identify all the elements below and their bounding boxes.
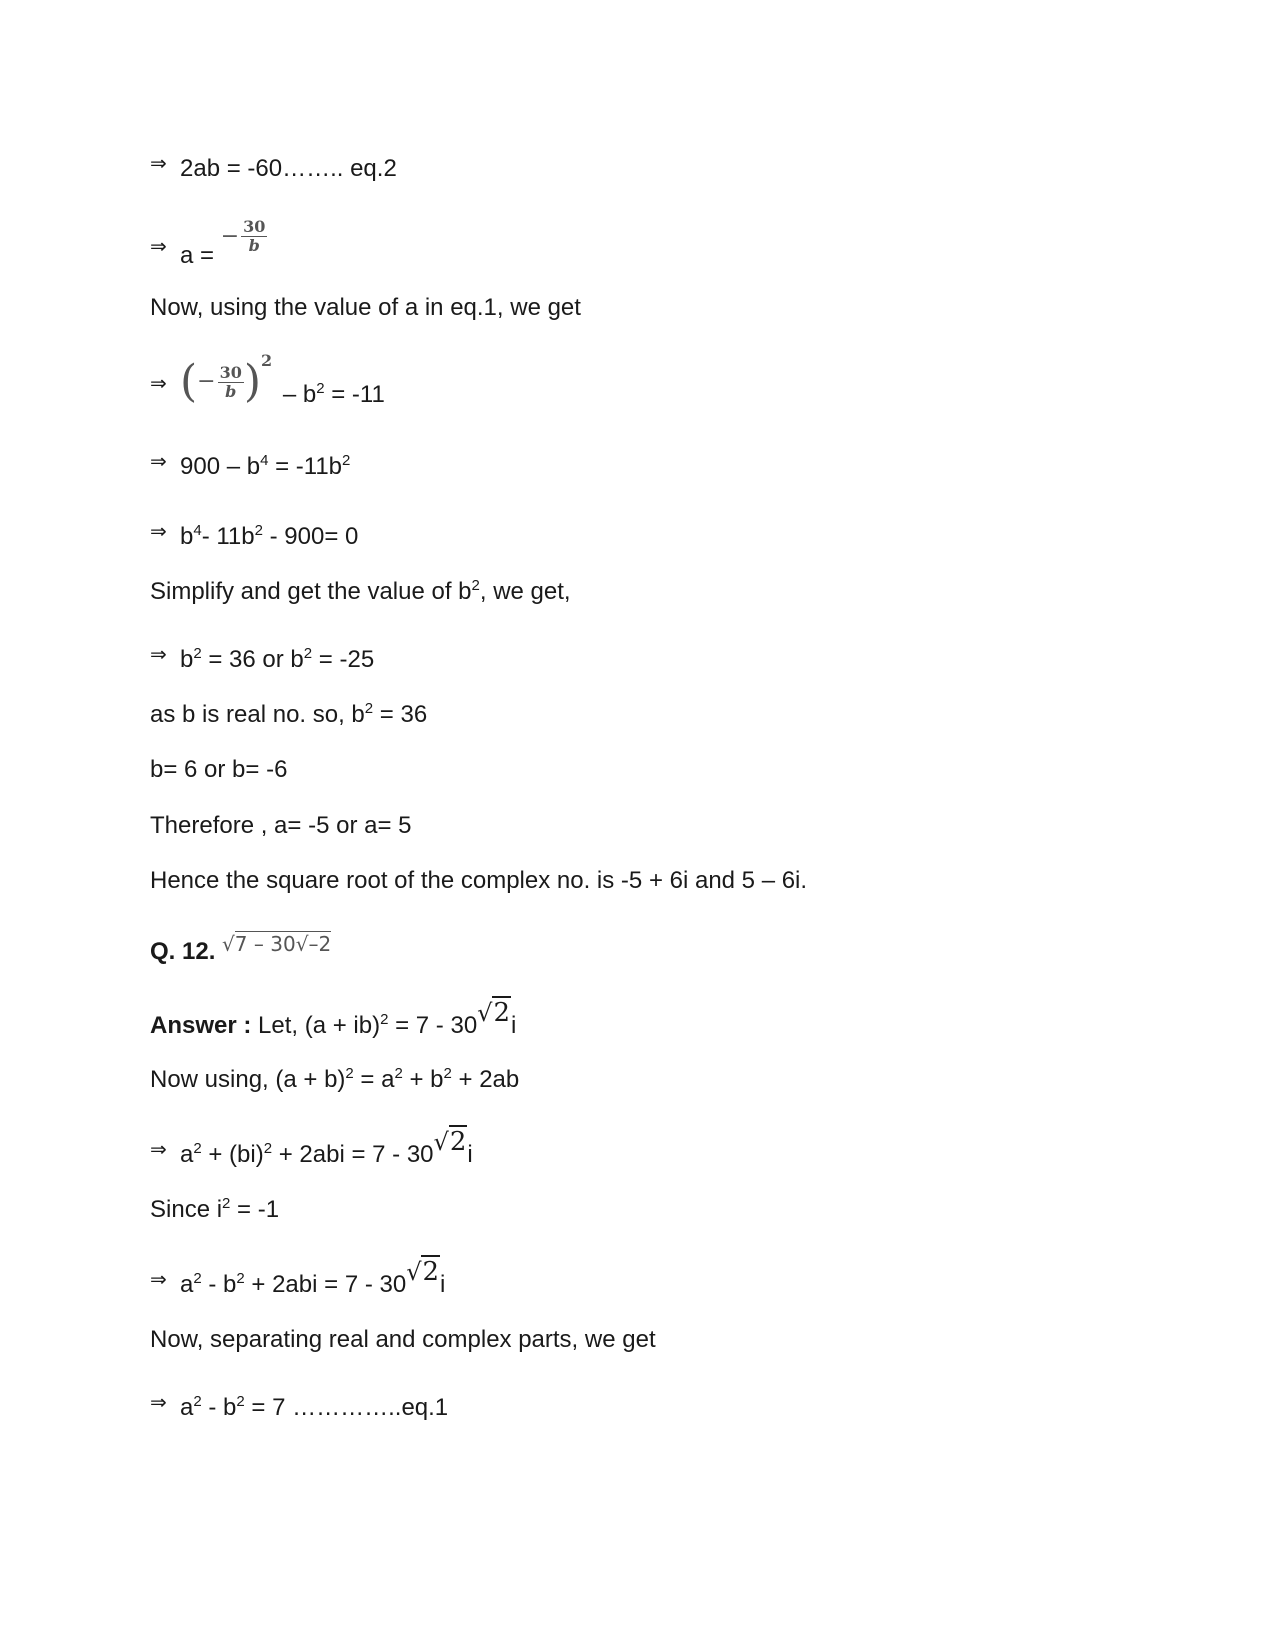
sqrt-2: √2	[433, 1127, 467, 1157]
implies-arrow-icon: ⇒	[150, 1390, 167, 1414]
step-simplified: ⇒ $a^2 - b^2 + 2abi = 7 - 30√2i$	[150, 1257, 446, 1298]
answer-line: Answer : Let, (a + ib)$^2$ = 7 - 30√2i	[150, 998, 517, 1039]
minus-sign: −	[220, 223, 240, 249]
sqrt-2: √2	[406, 1257, 440, 1287]
implies-arrow-icon: ⇒	[150, 371, 167, 396]
implies-arrow-icon: ⇒	[150, 642, 167, 666]
step-b-squared: ⇒ $b^2 = 36$ or $b^2 = -25$	[150, 642, 375, 673]
fraction-30-over-b: $\frac{30}{b}$	[243, 217, 266, 255]
question-expression: √7 – 30√–2	[222, 932, 332, 956]
step-expand: ⇒ $a^2 + (bi)^2 + 2abi = 7 - 30√2i$	[150, 1127, 473, 1168]
step-substitution: ⇒ (− $\frac{30}{b}$ )$^2 - b^2 = -11$	[150, 351, 385, 409]
step-quartic: ⇒ $b^4-$ $11b^2 - 900= 0$	[150, 519, 359, 550]
implies-arrow-icon: ⇒	[150, 449, 167, 473]
step-eq1: ⇒ $a^2 - b^2 = 7$ …………..eq.1	[150, 1390, 449, 1421]
text-b-real: as b is real no. so, $b^2 = 36$	[150, 700, 428, 728]
question-12	[150, 932, 332, 966]
step-2ab: ⇒ 2ab = -60…….. eq.2	[150, 151, 397, 182]
step-900: ⇒ $900 - b^4 = -11b^2$	[150, 449, 351, 480]
implies-arrow-icon: ⇒	[150, 233, 167, 258]
implies-arrow-icon: ⇒	[150, 151, 167, 175]
implies-arrow-icon: ⇒	[150, 1137, 167, 1161]
text-using-value: Now, using the value of a in eq.1, we get	[150, 294, 581, 321]
text-a-values: Therefore , a= -5 or a= 5	[150, 812, 412, 839]
text-separating: Now, separating real and complex parts, we get	[150, 1326, 656, 1353]
implies-arrow-icon: ⇒	[150, 1267, 167, 1291]
sqrt-2: √2	[477, 998, 511, 1028]
fraction-30-over-b: $\frac{30}{b}$	[219, 362, 242, 401]
text-i-squared: Since $i^2 = -1$	[150, 1195, 280, 1223]
text-conclusion: Hence the square root of the complex no. is -5 + 6i and 5 – 6i.	[150, 867, 808, 894]
answer-label: Answer :	[150, 1012, 252, 1039]
implies-arrow-icon: ⇒	[150, 519, 167, 543]
step-a-value: ⇒ a = − $\frac{30}{b}$	[150, 217, 266, 269]
question-label: Q. 12.	[150, 938, 216, 965]
text-identity: Now using, $(a + b)^2 = a^2 + b^2 + 2ab$	[150, 1065, 520, 1093]
text-b-values: b= 6 or b= -6	[150, 756, 288, 783]
text-simplify: Simplify and get the value of $b^2$, we get,	[150, 577, 571, 605]
